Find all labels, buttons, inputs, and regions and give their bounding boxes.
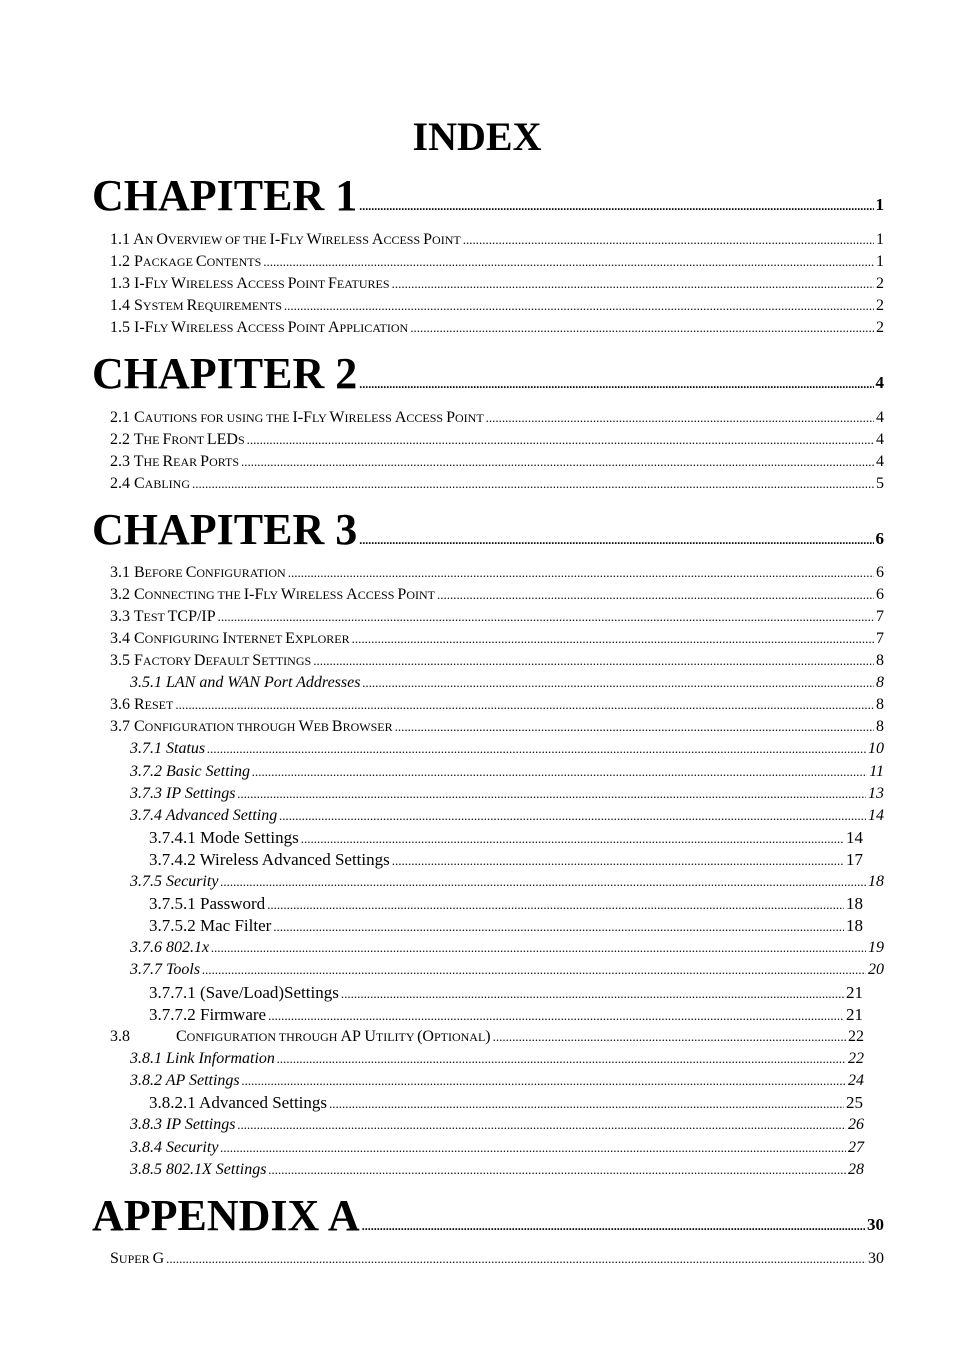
dot-leader [277,1048,846,1070]
toc-page-number: 18 [846,916,863,935]
toc-entry-3-7-3[interactable] [130,783,884,805]
page-title: INDEX [412,114,542,159]
toc-entry-3-8-1[interactable] [130,1048,864,1070]
toc-entry-title: SUPER G [110,1250,165,1267]
dot-leader [301,828,844,850]
dot-leader [237,1114,846,1136]
toc-entry-3-7-4-2[interactable] [149,849,863,871]
toc-entry-title: 3.7.5 Security [130,873,219,890]
dot-leader [392,273,874,295]
toc-entry-2-3[interactable] [110,451,884,473]
toc-entry-title: 3.4 CONFIGURING INTERNET EXPLORER [110,630,350,647]
toc-entry-title: 3.7.3 IP Settings [130,785,236,802]
dot-leader [268,1005,844,1027]
toc-page-number: 22 [848,1050,864,1067]
dot-leader [359,180,873,232]
toc-entry-title: 3.8.2 AP Settings [130,1072,240,1089]
toc-entry-3-3[interactable] [110,606,884,628]
toc-entry-title: 3.7.6 802.1x [130,939,210,956]
toc-entry-title: 3.7.7.1 (Save/Load)Settings [149,983,339,1002]
toc-entry-title: 3.3 TEST TCP/IP [110,608,216,625]
toc-entry-title: 3.7.5.1 Password [149,894,266,913]
dot-leader [362,1200,865,1252]
dot-leader [410,317,874,339]
toc-entry-3-8-2[interactable] [130,1070,864,1092]
dot-leader [395,716,874,738]
toc-page-number: 14 [868,807,884,824]
toc-page-number: 18 [868,873,884,890]
chapter-label: CHAPITER 2 [92,349,358,398]
chapter-heading-3[interactable] [92,504,884,556]
chapter-heading-2[interactable] [92,348,884,400]
toc-entry-title: 3.6 RESET [110,696,174,713]
toc-entry-1-3[interactable] [110,273,884,295]
toc-page-number: 8 [876,652,884,669]
dot-leader [247,429,874,451]
toc-entry-1-1[interactable] [110,229,884,251]
chapter-label: CHAPITER 3 [92,505,358,554]
dot-leader [352,628,874,650]
toc-entry-title: 3.7.5.2 Mac Filter [149,916,272,935]
toc-page-number: 21 [846,1005,863,1024]
toc-entry-title: 3.7.7 Tools [130,961,201,978]
dot-leader [359,358,873,410]
chapter-page-number: 1 [875,195,884,214]
toc-page-number: 6 [876,586,884,603]
toc-entry-title: 3.8.5 802.1X Settings [130,1161,267,1178]
dot-leader [166,1248,866,1270]
toc-entry-3-7-5[interactable] [130,871,884,893]
toc-entry-title: 1.3 I-FLY WIRELESS ACCESS POINT FEATURES [110,275,390,292]
toc-entry-3-7-4[interactable] [130,805,884,827]
dot-leader [220,1137,846,1159]
toc-entry-title: 3.1 BEFORE CONFIGURATION [110,564,286,581]
toc-entry-title: 2.2 THE FRONT LEDS [110,431,245,448]
toc-page-number: 19 [868,939,884,956]
toc-page-number: 1 [876,253,884,270]
dot-leader [341,983,844,1005]
toc-entry-3-7-7-1[interactable] [149,982,863,1004]
dot-leader [463,229,874,251]
dot-leader [175,694,874,716]
dot-leader [218,606,874,628]
toc-entry-3-6[interactable] [110,694,884,716]
toc-entry-2-4[interactable] [110,473,884,495]
chapter-page-number: 4 [875,373,884,392]
toc-page-number: 13 [868,785,884,802]
toc-page-number: 1 [876,231,884,248]
toc-entry-title: 3.8 CONFIGURATION THROUGH AP UTILITY (OPTIONAL) [110,1028,491,1045]
toc-page-number: 8 [876,718,884,735]
toc-entry-title: 3.5.1 LAN and WAN Port Addresses [130,674,361,691]
toc-page-number: 17 [846,850,863,869]
toc-page-number: 22 [848,1028,864,1045]
appendix-page-number: 30 [867,1215,884,1234]
dot-leader [359,514,873,566]
toc-entry-1-4[interactable] [110,295,884,317]
toc-entry-title: 1.2 PACKAGE CONTENTS [110,253,262,270]
dot-leader [392,850,844,872]
toc-entry-title: 3.8.1 Link Information [130,1050,275,1067]
toc-entry-2-2[interactable] [110,429,884,451]
appendix-heading-a[interactable] [92,1190,884,1242]
toc-page-number: 27 [848,1139,864,1156]
toc-entry-3-7[interactable] [110,716,884,738]
toc-entry-3-4[interactable] [110,628,884,650]
toc-entry-title: 2.4 CABLING [110,475,190,492]
toc-entry-3-2[interactable] [110,584,884,606]
toc-page-number: 28 [848,1161,864,1178]
dot-leader [284,295,874,317]
toc-entry-3-7-5-1[interactable] [149,893,863,915]
toc-entry-title: 3.8.2.1 Advanced Settings [149,1093,328,1112]
toc-entry-3-7-4-1[interactable] [149,827,863,849]
toc-entry-title: 3.7.1 Status [130,740,206,757]
dot-leader [362,672,874,694]
toc-entry-title: 3.7.4 Advanced Setting [130,807,278,824]
toc-entry-title: 1.4 SYSTEM REQUIREMENTS [110,297,282,314]
toc-page-number: 4 [876,453,884,470]
toc-entry-title: 3.8.3 IP Settings [130,1116,236,1133]
toc-page-number: 25 [846,1093,863,1112]
dot-leader [486,407,874,429]
toc-entry-title: 1.5 I-FLY WIRELESS ACCESS POINT APPLICATION [110,319,409,336]
chapter-page-number: 6 [875,529,884,548]
toc-entry-2-1[interactable] [110,407,884,429]
toc-entry-title: 3.7.2 Basic Setting [130,763,250,780]
toc-entry-3-7-6[interactable] [130,937,884,959]
dot-leader [220,871,866,893]
toc-entry-title: 3.5 FACTORY DEFAULT SETTINGS [110,652,312,669]
toc-page-number: 30 [868,1250,884,1267]
dot-leader [267,894,844,916]
toc-entry-title: 3.2 CONNECTING THE I-FLY WIRELESS ACCESS POINT [110,586,435,603]
toc-entry-title: 3.8.4 Security [130,1139,219,1156]
toc-page-number: 4 [876,431,884,448]
dot-leader [288,562,874,584]
toc-entry-title: 3.7 CONFIGURATION THROUGH WEB BROWSER [110,718,393,735]
toc-page-number: 4 [876,409,884,426]
toc-page-number: 20 [868,961,884,978]
toc-entry-title: 3.7.4.1 Mode Settings [149,828,299,847]
dot-leader [329,1093,844,1115]
dot-leader [192,473,874,495]
dot-leader [268,1159,846,1181]
toc-page-number: 8 [876,696,884,713]
dot-leader [207,738,866,760]
toc-entry-3-7-7-2[interactable] [149,1004,863,1026]
toc-entry-1-2[interactable] [110,251,884,273]
toc-page-number: 24 [848,1072,864,1089]
toc-entry-3-8[interactable] [110,1026,864,1048]
dot-leader [237,783,866,805]
dot-leader [242,1070,846,1092]
dot-leader [279,805,866,827]
toc-entry-3-7-5-2[interactable] [149,915,863,937]
toc-entry-3-5[interactable] [110,650,884,672]
dot-leader [211,937,866,959]
toc-entry-title: 2.1 CAUTIONS FOR USING THE I-FLY WIRELESS ACCESS POINT [110,409,484,426]
toc-page-number: 2 [876,319,884,336]
toc-entry-3-7-1[interactable] [130,738,884,760]
toc-page-number: 10 [868,740,884,757]
dot-leader [241,451,874,473]
toc-page-number: 5 [876,475,884,492]
toc-page-number: 7 [876,608,884,625]
toc-entry-title: 2.3 THE REAR PORTS [110,453,240,470]
dot-leader [273,916,844,938]
toc-entry-super-g[interactable] [110,1248,884,1270]
toc-entry-1-5[interactable] [110,317,884,339]
toc-entry-3-7-7[interactable] [130,959,884,981]
toc-entry-3-8-3[interactable] [130,1114,864,1136]
toc-page-number: 2 [876,297,884,314]
toc-entry-3-7-2[interactable] [130,761,884,783]
toc-entry-title: 3.7.7.2 Firmware [149,1005,267,1024]
toc-entry-3-8-2-1[interactable] [149,1092,863,1114]
toc-page-number: 26 [848,1116,864,1133]
toc-entry-3-1[interactable] [110,562,884,584]
chapter-heading-1[interactable] [92,170,884,222]
toc-page-number: 14 [846,828,863,847]
chapter-label: CHAPITER 1 [92,171,358,220]
toc-page-number: 7 [876,630,884,647]
toc-entry-3-5-1[interactable] [130,672,884,694]
dot-leader [437,584,874,606]
toc-page-number: 18 [846,894,863,913]
dot-leader [252,761,867,783]
dot-leader [493,1026,846,1048]
appendix-label: APPENDIX A [92,1191,360,1240]
toc-page-number: 21 [846,983,863,1002]
toc-page-number: 8 [876,674,884,691]
toc-entry-title: 1.1 AN OVERVIEW OF THE I-FLY WIRELESS ACCESS POINT [110,231,461,248]
toc-entry-3-8-5[interactable] [130,1159,864,1181]
toc-page-number: 6 [876,564,884,581]
dot-leader [202,959,866,981]
toc-entry-3-8-4[interactable] [130,1137,864,1159]
toc-page-number: 11 [869,763,884,780]
dot-leader [263,251,874,273]
toc-entry-title: 3.7.4.2 Wireless Advanced Settings [149,850,390,869]
toc-page-number: 2 [876,275,884,292]
dot-leader [313,650,874,672]
